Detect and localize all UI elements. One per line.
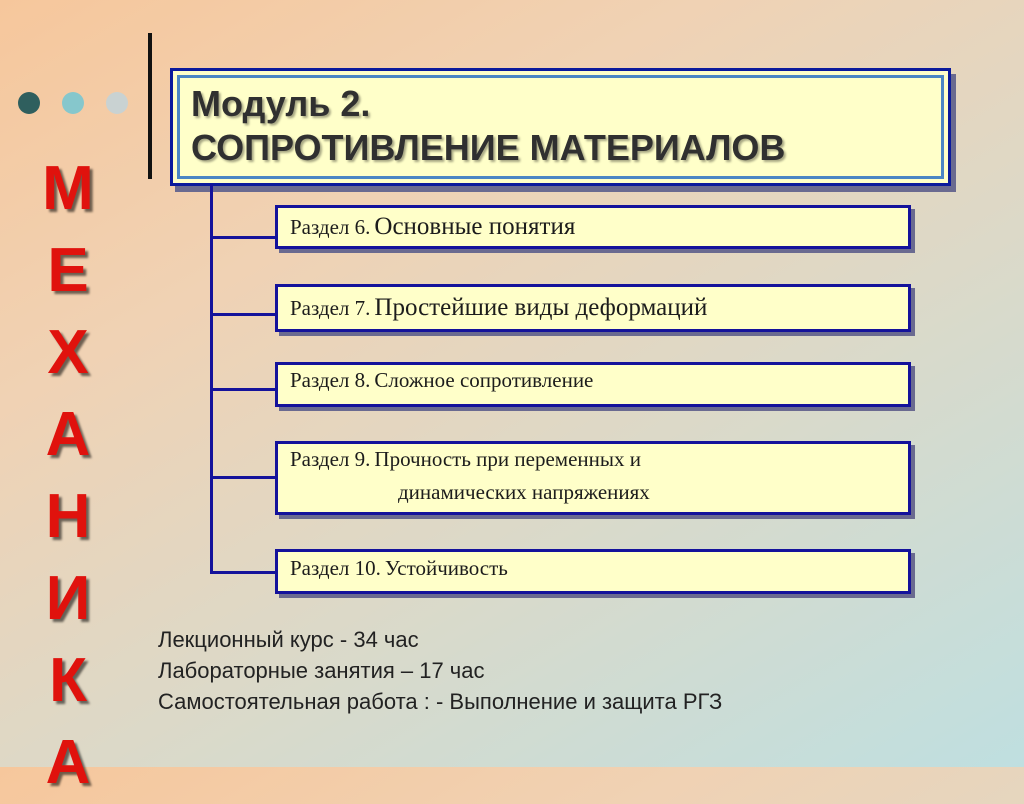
side-title-mekhanika: [36, 148, 100, 804]
section-name: Устойчивость: [384, 556, 508, 580]
decor-dot-dark: [18, 92, 40, 114]
side-title-letter: Е: [47, 236, 89, 305]
section-name: Прочность при переменных и: [374, 447, 641, 471]
section-name: Простейшие виды деформаций: [374, 294, 708, 321]
tree-connector-trunk: [210, 184, 213, 574]
tree-connector-branch: [210, 313, 276, 316]
tree-connector-branch: [210, 236, 276, 239]
section-7-box: [275, 284, 911, 332]
side-title-letter: Н: [45, 482, 91, 551]
side-title-letter: И: [45, 564, 91, 633]
lecture-hours: Лекционный курс - 34 час: [158, 627, 419, 652]
section-9-box: [275, 441, 911, 515]
tree-connector-branch: [210, 388, 276, 391]
section-name: Основные понятия: [374, 213, 576, 240]
decor-dot-grey: [106, 92, 128, 114]
section-prefix: Раздел 10.: [290, 556, 381, 580]
side-title-letter: М: [42, 154, 94, 223]
section-name-continuation: динамических напряжениях: [398, 480, 650, 504]
module-title-box: [170, 68, 951, 186]
section-prefix: Раздел 8.: [290, 368, 371, 392]
section-prefix: Раздел 7.: [290, 296, 371, 320]
decor-vertical-bar: [148, 33, 152, 179]
course-hours-list: [158, 624, 722, 717]
module-name: СОПРОТИВЛЕНИЕ МАТЕРИАЛОВ: [191, 127, 786, 168]
section-prefix: Раздел 9.: [290, 447, 371, 471]
module-number: Модуль 2.: [191, 83, 371, 124]
tree-connector-branch: [210, 571, 276, 574]
independent-work: Самостоятельная работа : - Выполнение и защита РГЗ: [158, 689, 723, 714]
decor-dot-teal: [62, 92, 84, 114]
side-title-letter: А: [45, 728, 91, 797]
side-title-letter: К: [49, 646, 87, 715]
tree-connector-branch: [210, 476, 276, 479]
lab-hours: Лабораторные занятия – 17 час: [158, 658, 485, 683]
section-name: Сложное сопротивление: [374, 368, 594, 392]
section-10-box: [275, 549, 911, 594]
side-title-letter: А: [45, 400, 91, 469]
section-8-box: [275, 362, 911, 407]
side-title-letter: Х: [47, 318, 89, 387]
section-6-box: [275, 205, 911, 249]
section-prefix: Раздел 6.: [290, 215, 371, 239]
